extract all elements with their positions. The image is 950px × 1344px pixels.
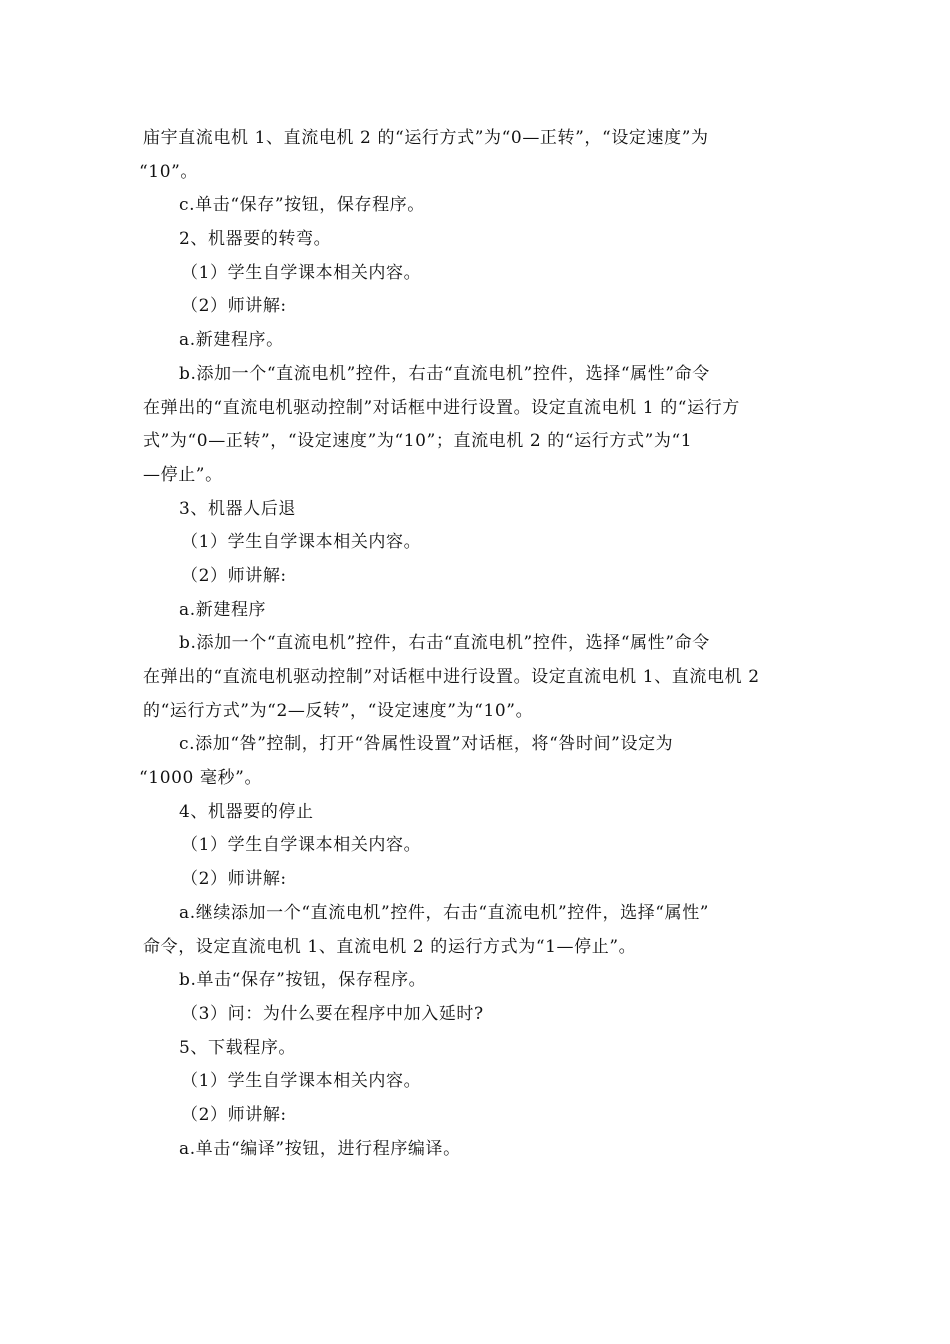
paragraph-line: 在弹出的“直流电机驱动控制”对话框中进行设置。设定直流电机 1、直流电机 2 [143, 667, 760, 687]
step-line: （1）学生自学课本相关内容。 [181, 532, 422, 553]
step-line: c.添加“咎”控制，打开“咎属性设置”对话框，将“咎时间”设定为 [179, 734, 674, 755]
paragraph-line: 的“运行方式”为“2—反转”，“设定速度”为“10”。 [143, 700, 534, 721]
step-line: （2）师讲解: [181, 296, 287, 317]
section-heading: 2、机器要的转弯。 [179, 229, 332, 250]
step-line: b.单击“保存”按钮，保存程序。 [179, 970, 427, 991]
step-line: a.新建程序。 [179, 330, 284, 351]
step-line: （2）师讲解: [181, 1104, 287, 1125]
step-line: b.添加一个“直流电机”控件，右击“直流电机”控件，选择“属性”命令 [179, 363, 710, 384]
step-line: b.添加一个“直流电机”控件，右击“直流电机”控件，选择“属性”命令 [179, 633, 710, 654]
paragraph-line: “1000 毫秒”。 [139, 768, 263, 789]
step-line: （1）学生自学课本相关内容。 [181, 262, 422, 283]
step-line: （1）学生自学课本相关内容。 [181, 835, 422, 856]
step-line: c.单击“保存”按钮，保存程序。 [179, 195, 425, 216]
step-line: （2）师讲解: [181, 565, 287, 586]
question-line: （3）问：为什么要在程序中加入延时? [181, 1003, 484, 1024]
step-line: （2）师讲解: [181, 869, 287, 890]
paragraph-line: 在弹出的“直流电机驱动控制”对话框中进行设置。设定直流电机 1 的“运行方 [143, 397, 740, 418]
step-line: a.单击“编译”按钮，进行程序编译。 [179, 1138, 461, 1159]
paragraph-line: —停止”。 [143, 464, 223, 485]
paragraph-line: “10”。 [139, 161, 199, 182]
step-line: a.新建程序 [179, 599, 267, 620]
step-line: a.继续添加一个“直流电机”控件，右击“直流电机”控件，选择“属性” [179, 902, 710, 923]
section-heading: 4、机器要的停止 [179, 801, 314, 822]
section-heading: 5、下载程序。 [179, 1037, 297, 1058]
section-heading: 3、机器人后退 [179, 498, 297, 519]
paragraph-line: 命令，设定直流电机 1、直流电机 2 的运行方式为“1—停止”。 [143, 936, 637, 957]
step-line: （1）学生自学课本相关内容。 [181, 1071, 422, 1092]
paragraph-line: 庙宇直流电机 1、直流电机 2 的“运行方式”为“0—正转”，“设定速度”为 [143, 128, 709, 148]
paragraph-line: 式”为“0—正转”，“设定速度”为“10”；直流电机 2 的“运行方式”为“1 [143, 431, 693, 452]
document-body [139, 122, 813, 1166]
